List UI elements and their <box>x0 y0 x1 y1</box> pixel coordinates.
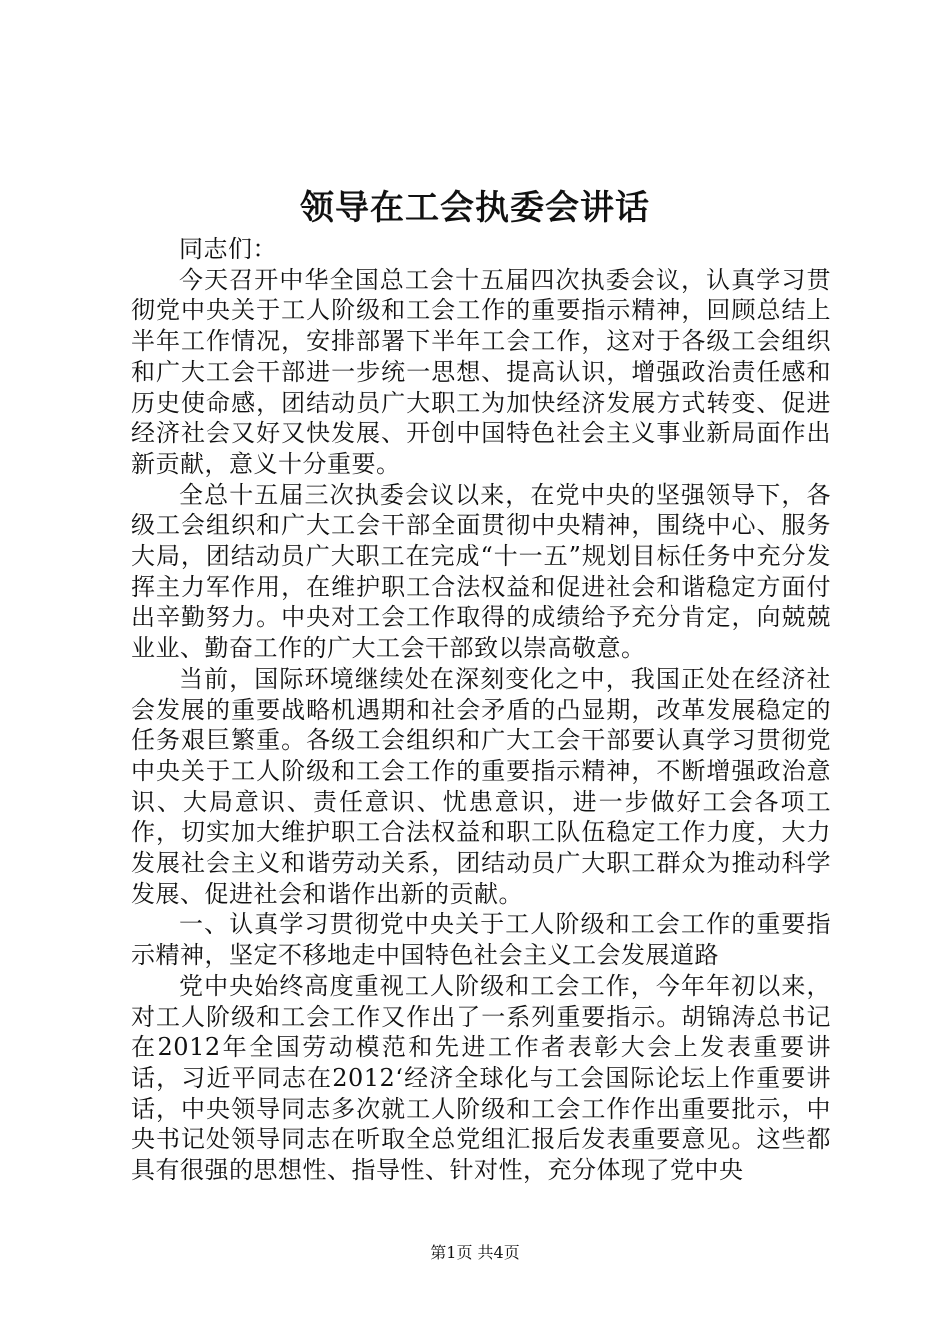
paragraph-3: 当前，国际环境继续处在深刻变化之中，我国正处在经济社会发展的重要战略机遇期和社会矛盾的凸显期，改革发展稳定的任务艰巨繁重。各级工会组织和广大工会干部要认真学习贯彻党中央关于工人阶级和工会工作的重要指示精神，不断增强政治意识、大局意识、责任意识、忧患意识，进一步做好工会各项工作，切实加大维护职工合法权益和职工队伍稳定工作力度，大力发展社会主义和谐劳动关系，团结动员广大职工群众为推动科学发展、促进社会和谐作出新的贡献。 <box>131 664 831 908</box>
document-body <box>131 234 831 1186</box>
section-heading-1: 一、认真学习贯彻党中央关于工人阶级和工会工作的重要指示精神，坚定不移地走中国特色社会主义工会发展道路 <box>131 910 831 970</box>
salutation: 同志们： <box>179 235 277 263</box>
document-title: 领导在工会执委会讲话 <box>300 188 650 228</box>
paragraph-2: 全总十五届三次执委会议以来，在党中央的坚强领导下，各级工会组织和广大工会干部全面贯彻中央精神，围绕中心、服务大局，团结动员广大职工在完成“十一五”规划目标任务中充分发挥主力军作用，在维护职工合法权益和促进社会和谐稳定方面付出辛勤努力。中央对工会工作取得的成绩给予充分肯定，向兢兢业业、勤奋工作的广大工会干部致以崇高敬意。 <box>131 480 831 663</box>
page-footer: 第1页 共4页 <box>430 1243 520 1262</box>
paragraph-1: 今天召开中华全国总工会十五届四次执委会议，认真学习贯彻党中央关于工人阶级和工会工作的重要指示精神，回顾总结上半年工作情况，安排部署下半年工会工作，这对于各级工会组织和广大工会干部进一步统一思想、提高认识，增强政治责任感和历史使命感，团结动员广大职工为加快经济发展方式转变、促进经济社会又好又快发展、开创中国特色社会主义事业新局面作出新贡献，意义十分重要。 <box>131 265 831 478</box>
paragraph-4: 党中央始终高度重视工人阶级和工会工作，今年年初以来，对工人阶级和工会工作又作出了一系列重要指示。胡锦涛总书记在2012年全国劳动模范和先进工作者表彰大会上发表重要讲话，习近平同志在2012‘经济全球化与工会国际论坛上作重要讲话，中央领导同志多次就工人阶级和工会工作作出重要批示，中央书记处领导同志在听取全总党组汇报后发表重要意见。这些都具有很强的思想性、指导性、针对性，充分体现了党中央 <box>131 971 831 1185</box>
